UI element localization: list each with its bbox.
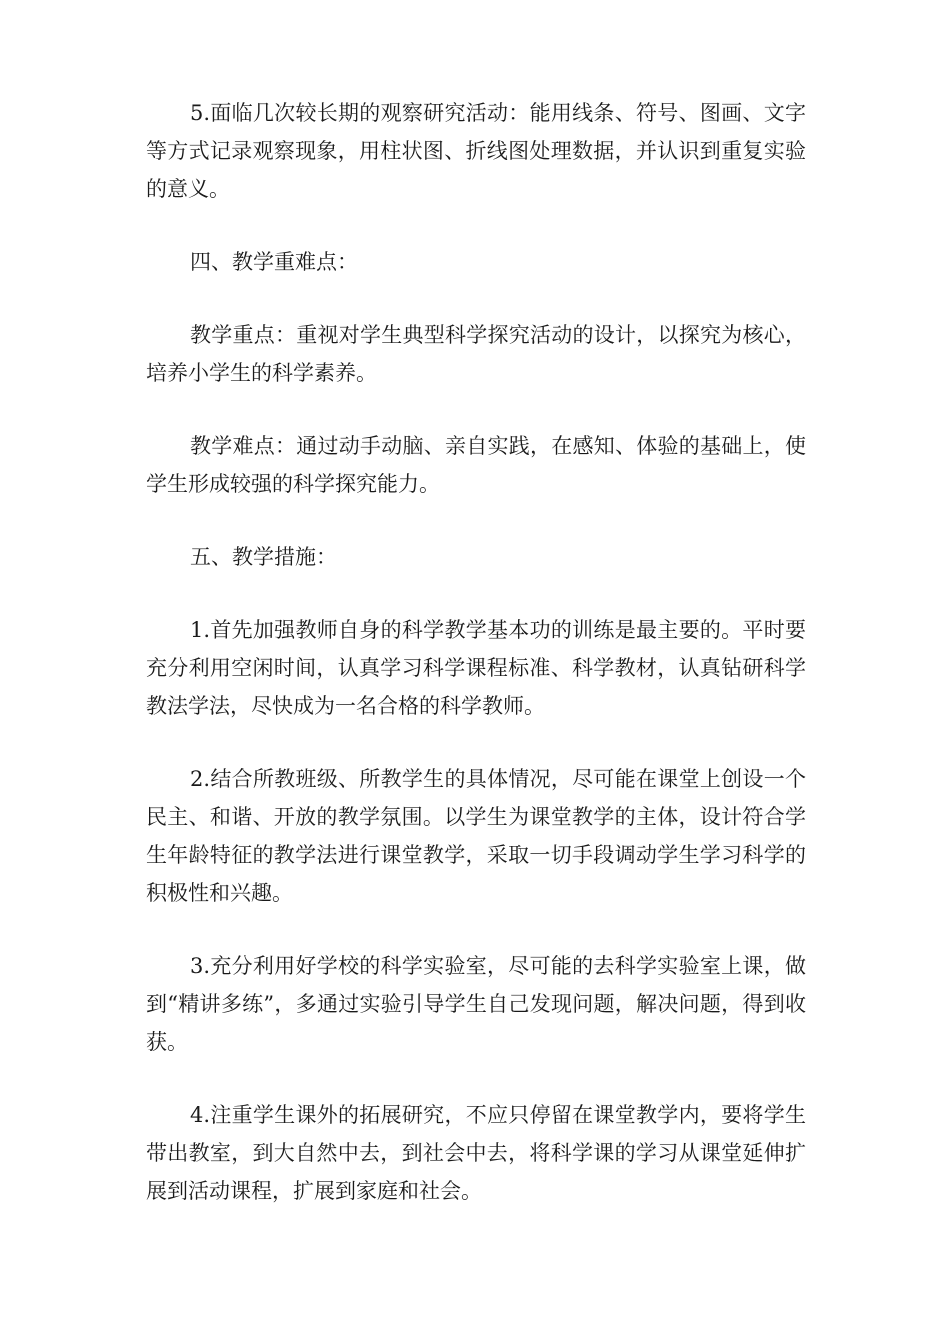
- paragraph-item-5-observation: 5.面临几次较长期的观察研究活动：能用线条、符号、图画、文字等方式记录观察现象，用柱状图、折线图处理数据，并认识到重复实验的意义。: [146, 101, 806, 201]
- section-heading-key-points: 四、教学重难点：: [190, 250, 358, 274]
- paragraph-measure-3: 3.充分利用好学校的科学实验室，尽可能的去科学实验室上课，做到“精讲多练”，多通过实验引导学生自己发现问题，解决问题，得到收获。: [146, 954, 806, 1054]
- paragraph-teaching-focus: 教学重点：重视对学生典型科学探究活动的设计，以探究为核心，培养小学生的科学素养。: [146, 323, 806, 385]
- paragraph-measure-2: 2.结合所教班级、所教学生的具体情况，尽可能在课堂上创设一个民主、和谐、开放的教学氛围。以学生为课堂教学的主体，设计符合学生年龄特征的教学法进行课堂教学，采取一切手段调动学生学习科学的积极性和兴趣。: [146, 767, 806, 905]
- section-heading-measures: 五、教学措施：: [190, 545, 337, 569]
- paragraph-measure-1: 1.首先加强教师自身的科学教学基本功的训练是最主要的。平时要充分利用空闲时间，认真学习科学课程标准、科学教材，认真钻研科学教法学法，尽快成为一名合格的科学教师。: [146, 618, 806, 718]
- document-page: [146, 94, 806, 1245]
- paragraph-teaching-difficulty: 教学难点：通过动手动脑、亲自实践，在感知、体验的基础上，使学生形成较强的科学探究能力。: [146, 434, 806, 496]
- paragraph-measure-4: 4.注重学生课外的拓展研究，不应只停留在课堂教学内，要将学生带出教室，到大自然中去，到社会中去，将科学课的学习从课堂延伸扩展到活动课程，扩展到家庭和社会。: [146, 1103, 806, 1203]
